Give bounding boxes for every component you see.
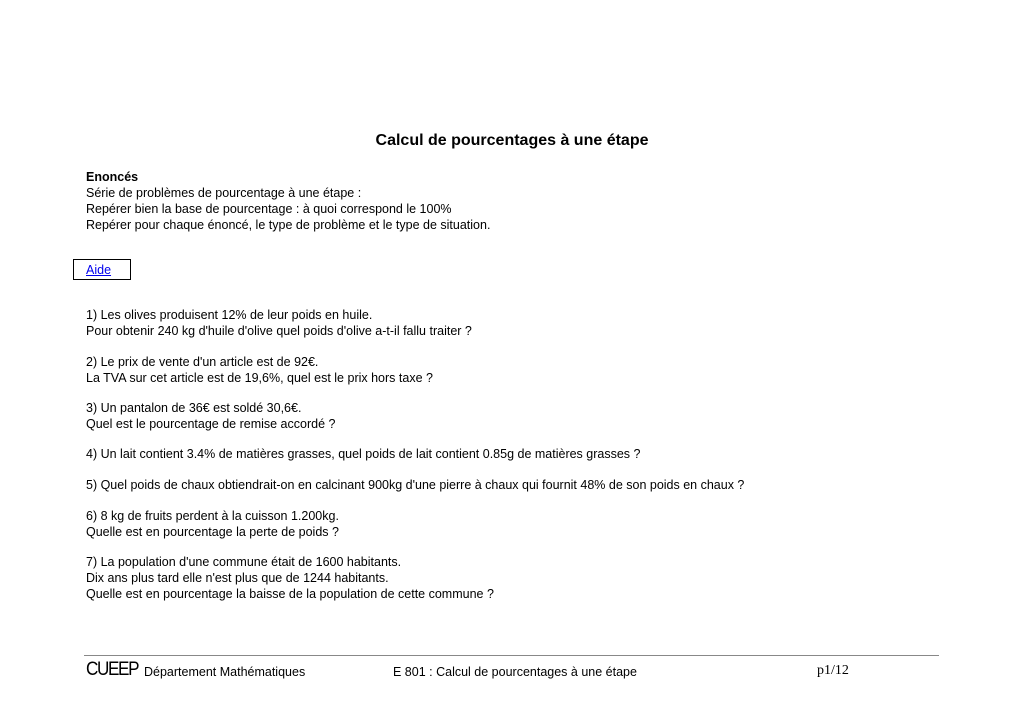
- problem-line: 7) La population d'une commune était de 1600 habitants.: [86, 555, 402, 569]
- problem-line: 3) Un pantalon de 36€ est soldé 30,6€.: [86, 401, 302, 415]
- intro-line: Repérer bien la base de pourcentage : à quoi correspond le 100%: [86, 202, 452, 216]
- intro-heading: Enoncés: [86, 170, 139, 184]
- intro-line: Série de problèmes de pourcentage à une étape :: [86, 186, 362, 200]
- page-title: Calcul de pourcentages à une étape: [375, 132, 649, 149]
- problem-4: [86, 446, 640, 462]
- problem-line: Quelle est en pourcentage la baisse de la population de cette commune ?: [86, 587, 494, 601]
- problem-1: [86, 307, 472, 339]
- aide-box: [73, 259, 131, 280]
- footer-reference: E 801 : Calcul de pourcentages à une étape: [393, 665, 637, 679]
- problem-line: Quel est le pourcentage de remise accordé ?: [86, 417, 336, 431]
- footer-department: Département Mathématiques: [144, 665, 306, 679]
- problem-line: Dix ans plus tard elle n'est plus que de 1244 habitants.: [86, 571, 389, 585]
- problem-3: [86, 400, 335, 432]
- problem-line: 2) Le prix de vente d'un article est de 92€.: [86, 355, 319, 369]
- aide-link[interactable]: Aide: [86, 263, 112, 277]
- problem-line: 6) 8 kg de fruits perdent à la cuisson 1.200kg.: [86, 509, 339, 523]
- intro-section: [86, 169, 490, 233]
- problem-line: Quelle est en pourcentage la perte de poids ?: [86, 525, 339, 539]
- cueep-logo: CUEEP: [86, 659, 139, 680]
- problem-6: [86, 508, 339, 540]
- problem-line: 5) Quel poids de chaux obtiendrait-on en calcinant 900kg d'une pierre à chaux qui fournit 48% de son poids en chaux ?: [86, 478, 745, 492]
- problem-5: [86, 477, 744, 493]
- page-number: p1/12: [817, 663, 849, 678]
- problem-line: Pour obtenir 240 kg d'huile d'olive quel poids d'olive a-t-il fallu traiter ?: [86, 324, 472, 338]
- problem-line: 1) Les olives produisent 12% de leur poids en huile.: [86, 308, 373, 322]
- problem-2: [86, 354, 433, 386]
- problem-line: 4) Un lait contient 3.4% de matières grasses, quel poids de lait contient 0.85g de matières grasses ?: [86, 447, 641, 461]
- problem-line: La TVA sur cet article est de 19,6%, quel est le prix hors taxe ?: [86, 371, 433, 385]
- footer-divider: [84, 655, 939, 656]
- intro-line: Repérer pour chaque énoncé, le type de problème et le type de situation.: [86, 218, 491, 232]
- problem-7: [86, 554, 494, 602]
